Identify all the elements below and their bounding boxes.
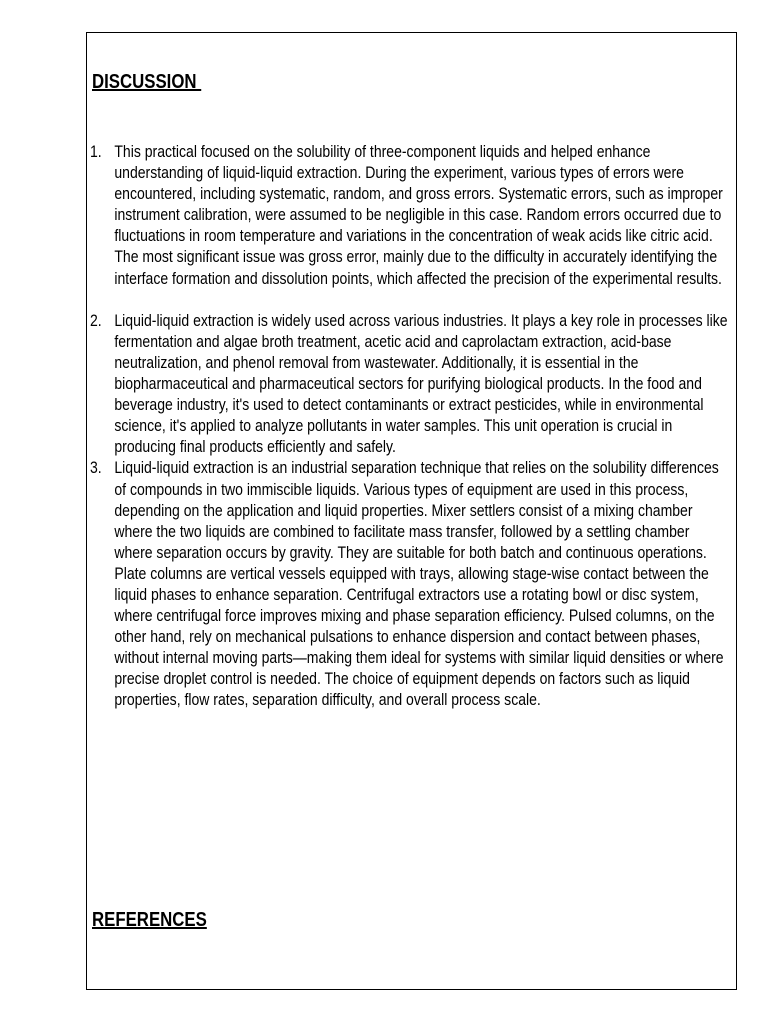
item-number: 2. (90, 310, 102, 330)
references-heading: REFERENCES (92, 909, 207, 931)
discussion-heading: DISCUSSION (92, 71, 202, 93)
item-text: This practical focused on the solubility of three-component liquids and helped enhance understanding of liquid-liquid extraction. During the experiment, various types of errors were encountered, including systematic, random, and gross errors. Systematic errors, such as improper instrument calibration, were assumed to be negligible in this case. Random errors occurred due to fluctuations in room temperature and variations in the concentration of weak acids like citric acid. The most significant issue was gross error, mainly due to the difficulty in accurately identifying the interface formation and dissolution points, which affected the precision of the experimental results. (114, 142, 723, 288)
discussion-list (90, 141, 731, 711)
discussion-item-2 (90, 310, 731, 458)
item-number: 3. (90, 458, 102, 478)
item-text: Liquid-liquid extraction is an industrial separation technique that relies on the solubility differences of compounds in two immiscible liquids. Various types of equipment are used in this process, depending on the application and liquid properties. Mixer settlers consist of a mixing chamber where the two liquids are combined to facilitate mass transfer, followed by a settling chamber where separation occurs by gravity. They are suitable for both batch and continuous operations. Plate columns are vertical vessels equipped with trays, allowing stage-wise contact between the liquid phases to enhance separation. Centrifugal extractors use a rotating bowl or disc system, where centrifugal force improves mixing and phase separation efficiency. Pulsed columns, on the other hand, rely on mechanical pulsations to enhance dispersion and contact between phases, without internal moving parts—making them ideal for systems with similar liquid densities or where precise droplet control is needed. The choice of equipment depends on factors such as liquid properties, flow rates, separation difficulty, and overall process scale. (114, 458, 724, 710)
discussion-item-3 (90, 457, 731, 710)
item-text: Liquid-liquid extraction is widely used across various industries. It plays a key role in processes like fermentation and algae broth treatment, acetic acid and caprolactam extraction, acid-base neutralization, and phenol removal from wastewater. Additionally, it is essential in the biopharmaceutical and pharmaceutical sectors for purifying biological products. In the food and beverage industry, it's used to detect contaminants or extract pesticides, while in environmental science, it's applied to analyze pollutants in water samples. This unit operation is crucial in producing final products efficiently and safely. (114, 310, 728, 457)
item-number: 1. (90, 142, 102, 161)
discussion-item-1 (90, 141, 731, 289)
